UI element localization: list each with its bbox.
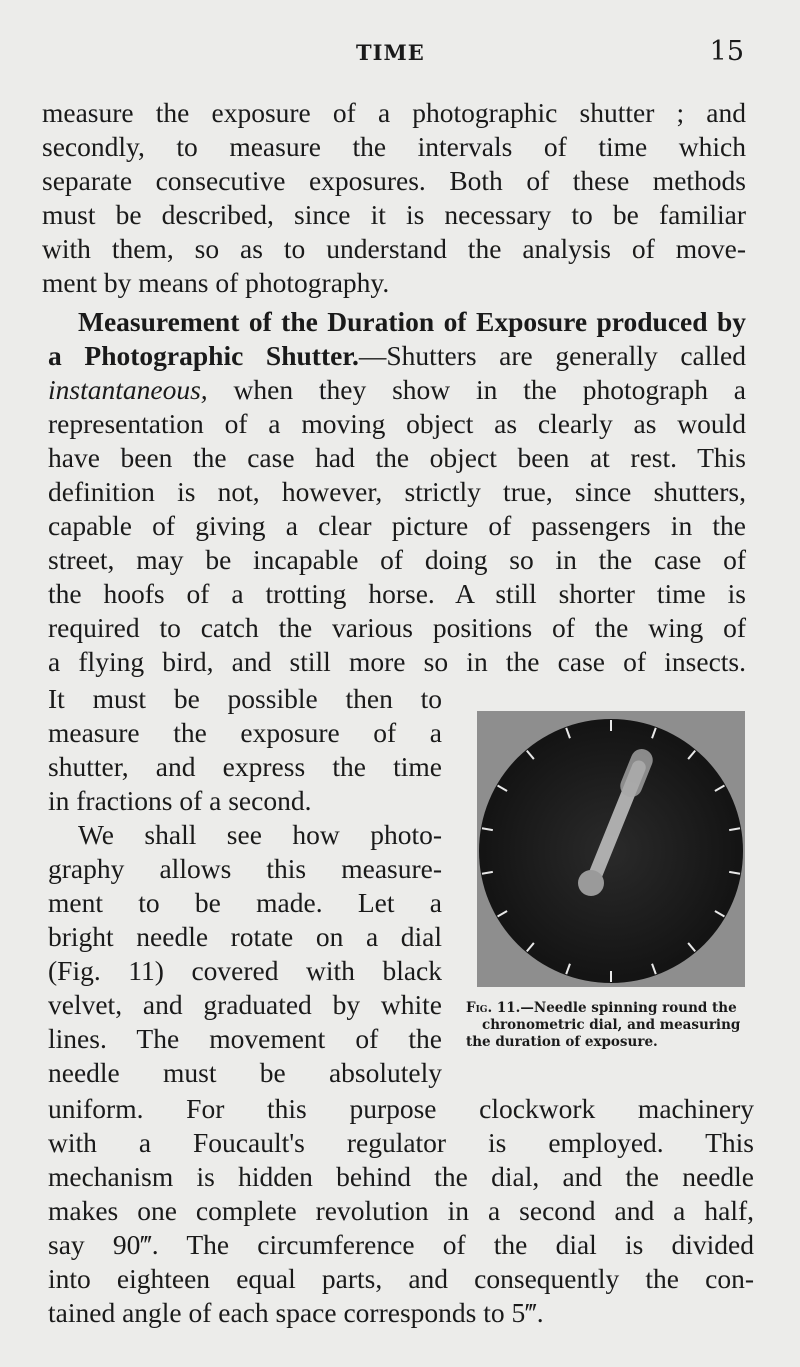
text-line: required to catch the various positions of the wing of: [48, 612, 746, 643]
italic-term: instantaneous,: [48, 374, 208, 405]
text-line: [48, 373, 746, 407]
text-line: have been the case had the object been at rest. This: [48, 442, 746, 473]
text-line: representation of a moving object as clearly as would: [48, 408, 746, 439]
text-line: with them, so as to understand the analysis of move-: [42, 233, 746, 264]
text-line: a flying bird, and still more so in the case of insects.: [48, 646, 746, 677]
caption-line: [466, 1000, 762, 1017]
text-line: shutter, and express the time: [48, 751, 442, 782]
text-line: into eighteen equal parts, and consequently the con-: [48, 1263, 754, 1294]
text-line: in fractions of a second.: [48, 785, 312, 816]
running-head: [0, 36, 800, 70]
figure-dial-photograph: [477, 711, 745, 987]
text-line: (Fig. 11) covered with black: [48, 955, 442, 986]
text-line: velvet, and graduated by white: [48, 989, 442, 1020]
text-line: street, may be incapable of doing so in the case of: [48, 544, 746, 575]
figure-label: Fig. 11.: [466, 1000, 521, 1016]
text-line: needle must be absolutely: [48, 1057, 442, 1088]
text-line: separate consecutive exposures. Both of these methods: [42, 165, 746, 196]
text-span: —Shutters are generally called: [358, 340, 746, 371]
text-line: definition is not, however, strictly true, since shutters,: [48, 476, 746, 507]
section-heading: Measurement of the Duration of Exposure produced by: [78, 306, 746, 337]
text-line: bright needle rotate on a dial: [48, 921, 442, 952]
text-line: ment to be made. Let a: [48, 887, 442, 918]
text-line: with a Foucault's regulator is employed. This: [48, 1127, 754, 1158]
caption-line: the duration of exposure.: [466, 1034, 658, 1050]
text-line: secondly, to measure the intervals of time which: [42, 131, 746, 162]
text-line: We shall see how photo-: [78, 819, 442, 850]
text-line: graphy allows this measure-: [48, 853, 442, 884]
caption-line: chronometric dial, and measuring: [482, 1017, 741, 1033]
text-line: say 90‴. The circumference of the dial is divided: [48, 1229, 754, 1260]
text-line: measure the exposure of a: [48, 717, 442, 748]
figure-caption: [466, 1000, 762, 1051]
text-line: must be described, since it is necessary to be familiar: [42, 199, 746, 230]
needle-hub: [578, 870, 604, 896]
section-heading-continued: [48, 339, 746, 373]
text-line: measure the exposure of a photographic shutter ; and: [42, 97, 746, 128]
dial-illustration: [477, 711, 745, 987]
caption-text: —Needle spinning round the: [520, 1000, 737, 1016]
page-number: 15: [709, 36, 744, 67]
text-line: makes one complete revolution in a second and a half,: [48, 1195, 754, 1226]
text-line: tained angle of each space corresponds to 5‴.: [48, 1297, 544, 1328]
text-line: the hoofs of a trotting horse. A still shorter time is: [48, 578, 746, 609]
text-line: lines. The movement of the: [48, 1023, 442, 1054]
text-line: uniform. For this purpose clockwork machinery: [48, 1093, 754, 1124]
text-line: mechanism is hidden behind the dial, and the needle: [48, 1161, 754, 1192]
text-span: when they show in the photograph a: [207, 374, 746, 405]
text-line: ment by means of photography.: [42, 267, 390, 298]
section-heading-end: a Photographic Shutter.: [48, 340, 359, 371]
text-line: It must be possible then to: [48, 683, 442, 714]
running-title: TIME: [356, 40, 425, 65]
text-line: capable of giving a clear picture of passengers in the: [48, 510, 746, 541]
